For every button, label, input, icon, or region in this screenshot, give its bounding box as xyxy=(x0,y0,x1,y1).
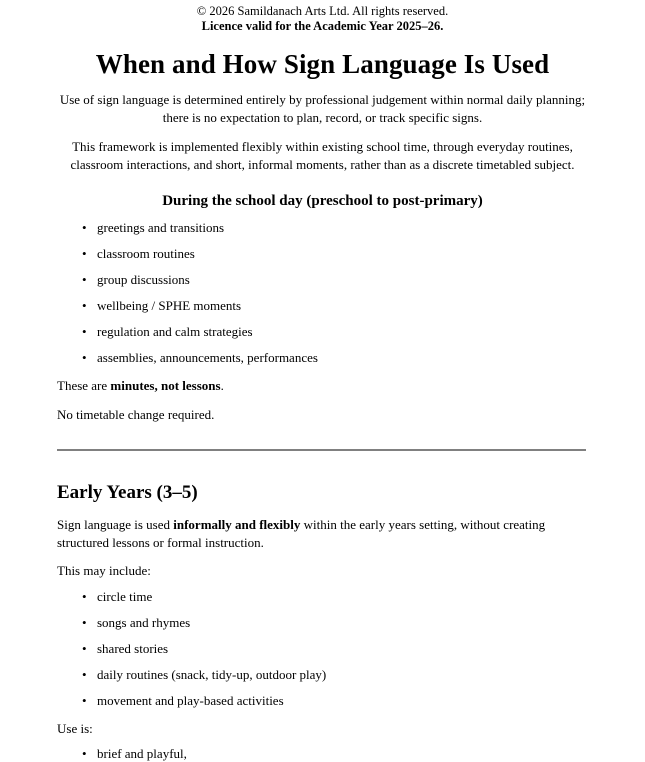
list-item xyxy=(57,350,588,366)
list-item xyxy=(57,693,588,709)
bullet-icon: • xyxy=(82,588,87,604)
bullet-icon: • xyxy=(82,692,87,708)
list-item-label: movement and play-based activities xyxy=(97,692,284,708)
no-timetable-change-note: No timetable change required. xyxy=(57,406,215,422)
note-emphasis: minutes, not lessons xyxy=(110,378,221,393)
early-years-bullet-list xyxy=(57,589,588,709)
note-prefix: These are xyxy=(57,378,111,393)
list-item-label: classroom routines xyxy=(97,246,195,261)
list-item-label: assemblies, announcements, performances xyxy=(97,350,318,365)
bullet-icon: • xyxy=(82,746,87,761)
bullet-icon: • xyxy=(82,272,87,287)
list-item-label: circle time xyxy=(97,588,153,604)
bullet-icon: • xyxy=(82,220,87,235)
list-item-label: shared stories xyxy=(97,640,169,656)
bullet-icon: • xyxy=(82,614,87,630)
bullet-icon: • xyxy=(82,640,87,656)
licence-validity-notice: Licence valid for the Academic Year 2025–26. xyxy=(201,19,444,33)
list-item xyxy=(57,324,588,340)
list-item xyxy=(57,220,588,236)
use-is-bullet-list xyxy=(57,746,588,762)
use-is-label: Use is: xyxy=(57,720,93,736)
section-heading-early-years: Early Years (3–5) xyxy=(57,482,198,503)
minutes-not-lessons-note xyxy=(57,377,588,395)
bullet-icon: • xyxy=(82,246,87,261)
intro-prefix: Sign language is used xyxy=(57,517,174,532)
licence-block xyxy=(57,0,588,34)
list-item xyxy=(57,641,588,657)
intro-paragraph-2: This framework is implemented flexibly within existing school time, through everyday routines, classroom interactions, and short, informal moments, rather than as a discrete timetabled subject. xyxy=(70,139,575,172)
page-title: When and How Sign Language Is Used xyxy=(95,49,550,79)
bullet-icon: • xyxy=(82,298,87,313)
list-item-label: brief and playful, xyxy=(97,746,187,761)
intro-emphasis: informally and flexibly xyxy=(173,517,301,532)
list-item xyxy=(57,246,588,262)
list-item-label: greetings and transitions xyxy=(97,220,225,235)
list-item xyxy=(57,298,588,314)
list-item-label: songs and rhymes xyxy=(97,614,191,630)
school-day-bullet-list xyxy=(57,220,588,366)
list-item xyxy=(57,272,588,288)
intro-suffix: within the early years setting, without creating structured lessons or formal instruction. xyxy=(57,517,546,550)
section-divider xyxy=(57,449,586,451)
this-may-include-label: This may include: xyxy=(57,563,151,578)
list-item xyxy=(57,667,588,683)
list-item-label: regulation and calm strategies xyxy=(97,324,253,339)
bullet-icon: • xyxy=(82,350,87,365)
list-item xyxy=(57,589,588,605)
list-item xyxy=(57,746,588,762)
copyright-notice: © 2026 Samildanach Arts Ltd. All rights reserved. xyxy=(196,4,449,18)
note-suffix: . xyxy=(220,378,224,393)
section-heading-during-school-day: During the school day (preschool to post-primary) xyxy=(162,193,483,209)
list-item-label: daily routines (snack, tidy-up, outdoor play) xyxy=(97,666,327,682)
list-item-label: group discussions xyxy=(97,272,190,287)
bullet-icon: • xyxy=(82,666,87,682)
list-item-label: wellbeing / SPHE moments xyxy=(97,298,242,313)
bullet-icon: • xyxy=(82,324,87,339)
list-item xyxy=(57,615,588,631)
intro-paragraph-1: Use of sign language is determined entirely by professional judgement within normal daily planning; there is no expectation to plan, record, or track specific signs. xyxy=(59,92,586,125)
early-years-intro-paragraph xyxy=(57,516,588,551)
